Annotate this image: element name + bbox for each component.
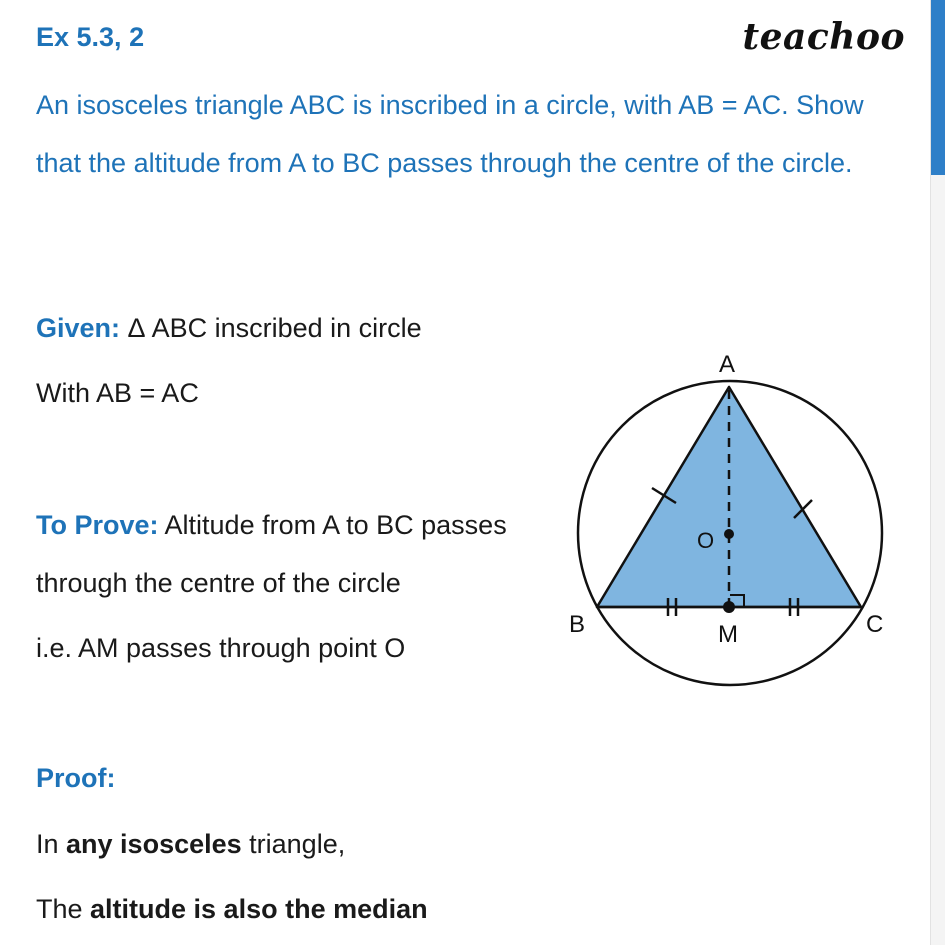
to-prove-line-2: through the centre of the circle [36,568,401,598]
scrollbar-track[interactable] [930,0,945,945]
proof-line-1-pre: In [36,829,67,859]
given-line-2: With AB = AC [36,378,199,408]
proof-line-2-bold: altitude is also the median [90,894,428,924]
given-text-1: Δ ABC inscribed in circle [120,313,422,343]
proof-line-1-bold: any isosceles [66,829,242,859]
question-text: An isosceles triangle ABC is inscribed in a circle, with AB = AC. Show that the altitude from A to BC passes through the centre of the circle. [36,90,864,178]
label-o: O [697,528,715,553]
label-b: B [569,611,586,638]
to-prove-line-3: i.e. AM passes through point O [36,633,406,663]
proof-line-2-pre: The [36,894,91,924]
label-c: C [866,611,884,638]
to-prove-label: To Prove: [36,510,159,540]
scrollbar-thumb[interactable] [931,0,945,175]
given-label: Given: [36,313,121,343]
point-o [724,529,734,539]
label-a: A [719,351,736,378]
exercise-title: Ex 5.3, 2 [36,22,145,52]
teachoo-logo[interactable]: teachoo [742,16,905,58]
to-prove-text-1: Altitude from A to BC passes [158,510,507,540]
label-m: M [718,621,738,648]
point-m [723,601,735,613]
proof-label: Proof: [36,763,116,793]
proof-line-1-post: triangle, [241,829,346,859]
